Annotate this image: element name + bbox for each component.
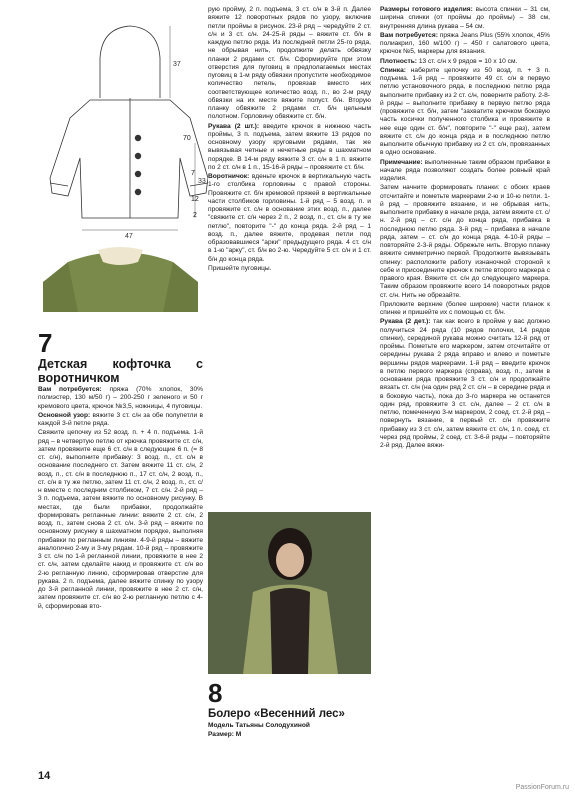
materials-paragraph: Вам потребуется: пряжа (70% хлопок, 30% полиэстер, 130 м/50 г) – 200-250 г зеленого и 50 г кремового цвета, крючок №3,5, ножницы, 4 пуговицы. bbox=[38, 386, 203, 410]
main-pattern-paragraph: Основной узор: вяжите 3 ст. с/н за обе полупетли в каждой 3-й петле ряда. bbox=[38, 411, 204, 427]
dim-width: 47 bbox=[125, 233, 133, 238]
dimensions-paragraph: Размеры готового изделия: высота спинки – 31 см, ширина спинки (от проймы до проймы) – 38 см, внутренняя длина рукава – 54 см. bbox=[380, 6, 550, 30]
materials-paragraph-2: Вам потребуется: пряжа Jeans Plus (55% хлопок, 45% полиакрил, 160 м/100 г) – 450 г салатового цвета, крючок №5, маркеры для вязания. bbox=[380, 31, 551, 56]
bands-paragraph: Затем начните формировать планки: с обоих краев отсчитайте и пометьте маркерами 2-ю и 10-ю петли. 1-й ряд – провяжите вязание, и не обрывая нить, выполните прибавку в начале ряда, затем вяжите ст. с/н. 2-й ряд – ст. с/н до конца ряда, прибавка в последнюю петлю ряда. 3-й ряд – прибавка в начале ряда, затем – ст. с/н до конца ряда. 4-10-й ряды – повторяйте 2-3-й ряды. Обрежьте нить. Вторую планку вяжите симметрично первой. Продолжите вывязывать спинку: расположите работу изнаночной стороной к себе и присоедините крючок к петле второго маркера с правого края. Вяжите ст. с/н до следующего маркера. Таким образом провяжите всего 14 поворотных рядов ст. с/н. Нить не обрезайте. bbox=[380, 184, 550, 299]
gauge-paragraph: Плотность: 13 ст. с/н х 9 рядов = 10 х 10 см. bbox=[380, 57, 518, 65]
instructions-paragraph: Свяжите цепочку из 52 возд. п. + 4 п. подъема. 1-й ряд – в четвертую петлю от крючка провяжите ст. с/н, затем провяжите еще 6 ст. с/н в следующие 6 п. (= 8 ст. с/н), выполните прибавку: 3 возд. п., ст. с/н в основание последнего ст. Затем вяжите 11 ст. с/н, 2 возд. п., ст. с/н в последнюю п., 17 ст. с/н, 2 возд. п., ст. с/н в ту же петлю, затем 11 ст. с/н, 2 возд. п., ст. с/н вместе с последним столбиком, 7 ст. с/н. 2-й ряд – 3 п. подъема, затем вяжите по основному рисунку. В местах, где были прибавки, продолжайте формировать регланные линии: вяжите 2 ст. с/н, 2 возд. п., затем снова 2 ст. с/н. 3-й ряд – вяжите по основному рисунку в шахматном порядке, выполняя прибавки по регланным линиям. 4-9-й ряды – вяжите аналогично 2-му и 3-му рядам. 10-й ряд – провяжите 3 ст. с/н по 1-й регланной линии, провяжите в нее 2 ст. с/н, затем сделайте накид и провяжите ст. с/н во 2-ю регланную линию, сформировав отверстие для рукава. 2 п. подъема, далее вяжите спинку по узору до 3-й регланной линии, провяжите в нее 2 ст. с/н, затем провяжите ст. с/н во 2-ю регланную петлю с 4-й, сформировав вто- bbox=[38, 429, 203, 610]
model-author: Модель Татьяны Солодухиной bbox=[208, 722, 310, 729]
photo-kids-jacket bbox=[38, 242, 203, 322]
attach-paragraph: Приложите верхние (более широкие) части планок к спинке и пришейте их с помощью ст. б/н. bbox=[380, 300, 550, 316]
dim-hood-height: 37 bbox=[173, 61, 181, 68]
note-paragraph: Примечание: выполненные таким образом прибавки в начале ряда позволяют создать более ровный край изделия. bbox=[380, 158, 550, 182]
photo-bolero-model bbox=[208, 512, 371, 674]
collar-paragraph: Воротничок: вденьте крючок в вертикальную часть 1-го столбика горловины с правой стороны. Провяжите ст. б/н кремовой пряжей в вертикальные части столбиков горловины. 1-й ряд – 5 возд. п. и провяжите ст. с/н в основание этих возд. п., далее "свяжите ст. с/н через 2 п., 2 возд. п., ст. с/н в ту же петлю", повторите "-" до конца ряда. 2-й ряд – 1 возд. п., далее вяжите, продевая петли под образовавшиеся "арки" предыдущего ряда. 4 ст. с/н в 1-ю "арку", ст. б/н во 2-ю. Чередуйте 5 ст. с/н и 1 ст. б/н до конца ряда. bbox=[208, 173, 371, 263]
instructions-cont-paragraph: рую пройму, 2 п. подъема, 3 ст. с/н в 3-й п. Далее вяжите 12 поворотных рядов по узору, включив петли проймы в рисунок. 23-й ряд – чередуйте 2 ст. с/н и 3 ст. с/н. 24-25-й ряды – вяжите ст. б/н в каждую петлю ряда. Из последней петли 25-го ряда, не обрывая нить, продолжите делать обвязку планки 2 рядами ст. б/н. Сформируйте при этом отверстия для пуговиц в предполагаемых местах пуговиц в 1-м ряду обвязки пропустите необходимое количество петель, провязав вместо них соответствующее количество возд. п., во 2-м ряду обвязки на их месте вяжите полуст. б/н. Вторую планку обвяжите 2 рядами ст. б/н цельным полотном. Горловину обвяжите ст. б/н. bbox=[208, 6, 371, 121]
dim-12: 12 bbox=[191, 196, 199, 203]
pattern-title-7: Детская кофточка с воротничком bbox=[38, 357, 203, 385]
page-number: 14 bbox=[38, 770, 51, 782]
buttons-paragraph: Пришейте пуговицы. bbox=[208, 264, 272, 272]
dim-sleeve: 70 bbox=[183, 135, 191, 142]
pattern-number-7: 7 bbox=[38, 328, 53, 358]
back-paragraph: Спинка: наберите цепочку из 50 возд. п. + 3 п. подъема. 1-й ряд – провяжите 49 ст. с/н в первую петлю установочного ряда, в последнюю петлю ряда выполните прибавку из 2 ст. с/н, поверните работу. 2-8-й ряды – выполните прибавку в первую петлю ряда (провяжите ст. б/н, затем "захватите крючком боковую часть косички полученного столбика и провяжите в нее еще один ст. б/н", повторите "-" еще раз), затем вяжите ст. с/н до конца ряда и в последнюю петлю выполните обычную прибавку из 2 ст. с/н, провязанных в одно основание. bbox=[380, 66, 550, 157]
dim-body-height: 33 bbox=[198, 178, 206, 185]
pattern-title-8: Болеро «Весенний лес» bbox=[208, 708, 345, 720]
pattern-number-8: 8 bbox=[208, 678, 223, 708]
sleeves-paragraph-2: Рукава (2 дет.): так как всего в пройме у вас должно получиться 24 ряда (10 рядов полочки, 14 рядов спинки), серединой рукава можно считать 12-й ряд от проймы. Пометьте его маркером, затем отсчитайте от середины рукава 2 ряда вправо и влево и пометьте вершины рядов маркерами. 1-й ряд – введите крючок в петлю первого маркера (справа), возд. п., затем в основании ряда провяжите 3 ст. с/н и продолжайте вязать ст. с/н (на один ряд 2 ст. с/н – в середине ряда и в боковую часть), пока до 3-го маркера не останется один ряд, провяжите 3 ст. с/н, далее – 2 ст. с/н в петлю, помеченную 3-м маркером, 2 соед. ст. 2-й ряд – повернуть вязание, в первый ст. с/н провяжите прибавку из 3 ст. с/н, затем вяжите ст. с/н, 1 п. соед. ст. через ряд проймы, 2 соед. ст. 3-6-й ряды – повторяйте 2-й ряд. Далее вяжи- bbox=[380, 318, 550, 449]
dim-2: 2 bbox=[193, 212, 197, 219]
jacket-diagram bbox=[30, 8, 208, 238]
sleeves-paragraph: Рукава (2 шт.): введите крючок в нижнюю часть проймы, 3 п. подъема, затем вяжите 13 рядов по основному узору круговыми рядами, так же вывязывая четные и нечетные ряды в шахматном порядке. В 14-м ряду вяжите 3 ст. с/н в 1 п. вяжите по 2 ст. с/н в 1 п., 15-16-й ряды – провяжите ст. б/н. bbox=[208, 122, 372, 171]
dim-7: 7 bbox=[191, 170, 195, 177]
size-label: Размер: М bbox=[208, 731, 242, 739]
site-watermark: PassionForum.ru bbox=[515, 784, 569, 791]
